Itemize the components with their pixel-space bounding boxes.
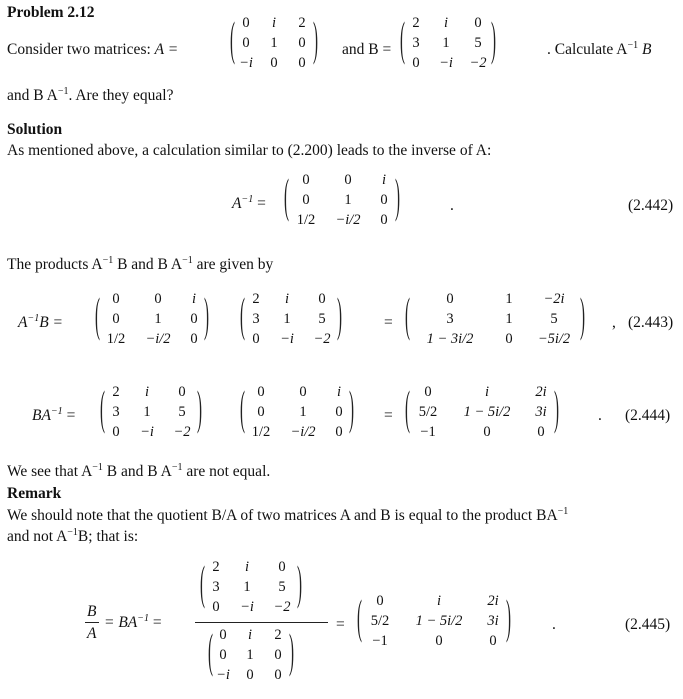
period-2444: . bbox=[598, 407, 602, 424]
matrix-cell: i bbox=[381, 172, 387, 188]
frac-line-small bbox=[85, 622, 99, 623]
matrix-cell: 1 bbox=[143, 404, 151, 420]
matrix-cell: 0 bbox=[376, 593, 384, 609]
remark-text-2: and not $A^{-1}B$; that is: bbox=[7, 527, 139, 545]
matrix-cell: 0 bbox=[178, 384, 186, 400]
matrix-bracket: ( bbox=[208, 627, 213, 679]
matrix-cell: 0 bbox=[270, 55, 278, 71]
and-b-label: and B = bbox=[342, 41, 392, 58]
matrix-bracket: ) bbox=[580, 291, 585, 343]
matrix-bracket: ( bbox=[400, 15, 405, 68]
matrix-bracket: ( bbox=[405, 291, 410, 343]
matrix-cell: i bbox=[436, 593, 442, 609]
matrix-cell: 5 bbox=[550, 311, 558, 327]
matrix-cell: 0 bbox=[112, 291, 120, 307]
matrix-cell: 5/2 bbox=[418, 404, 438, 420]
frac-line-big bbox=[195, 622, 328, 623]
matrix-bracket: ( bbox=[95, 291, 100, 343]
matrix-cell: 0 bbox=[344, 172, 352, 188]
inverse-superscript: −1 bbox=[57, 86, 69, 97]
matrix-cell: 0 bbox=[335, 424, 343, 440]
matrix-bracket: ) bbox=[349, 384, 354, 436]
matrix-cell: i bbox=[284, 291, 290, 307]
ainv-b-label: $A^{-1}B$ = bbox=[18, 313, 64, 331]
matrix-cell: 3 bbox=[112, 404, 120, 420]
matrix-cell: −i bbox=[240, 599, 254, 615]
matrix-cell: −1 bbox=[372, 633, 388, 649]
matrix-cell: 0 bbox=[424, 384, 432, 400]
matrix-cell: 1 bbox=[505, 311, 513, 327]
matrix-b-3 bbox=[100, 382, 202, 442]
matrix-bracket: ) bbox=[204, 291, 209, 343]
matrix-cell: 1 bbox=[442, 35, 450, 51]
matrix-cell: −2 bbox=[469, 55, 487, 71]
inverse-superscript: −1 bbox=[171, 462, 183, 473]
frac-a: A bbox=[87, 625, 97, 642]
problem-text bbox=[7, 40, 178, 59]
matrix-cell: 3i bbox=[535, 404, 547, 420]
inverse-superscript: −1 bbox=[137, 613, 150, 624]
matrix-cell: 2 bbox=[298, 15, 306, 31]
matrix-bracket: ) bbox=[289, 627, 294, 679]
matrix-cell: i bbox=[244, 559, 250, 575]
matrix-cell: 1 bbox=[299, 404, 307, 420]
matrix-cell: 2 bbox=[112, 384, 120, 400]
matrix-cell: 1 − 5i/2 bbox=[463, 404, 511, 420]
matrix-cell: 1 bbox=[154, 311, 162, 327]
equals-2445: = bbox=[336, 616, 345, 633]
matrix-cell: 0 bbox=[154, 291, 162, 307]
matrix-bracket: ( bbox=[240, 384, 245, 436]
matrix-b bbox=[400, 13, 496, 73]
matrix-bracket: ) bbox=[313, 15, 318, 68]
inverse-superscript: −1 bbox=[627, 40, 639, 51]
matrix-cell: −i bbox=[239, 55, 253, 71]
matrix-cell: 1 bbox=[505, 291, 513, 307]
matrix-cell: 2i bbox=[535, 384, 547, 400]
matrix-cell: 1 bbox=[283, 311, 291, 327]
matrix-cell: 0 bbox=[274, 647, 282, 663]
matrix-cell: 1/2 bbox=[296, 212, 316, 228]
matrix-cell: 1 − 5i/2 bbox=[415, 613, 463, 629]
matrix-cell: 0 bbox=[318, 291, 326, 307]
matrix-ainv-2 bbox=[95, 289, 209, 349]
inverse-superscript: −1 bbox=[67, 527, 78, 538]
matrix-bracket: ( bbox=[357, 593, 362, 645]
a-equals: A = bbox=[154, 41, 179, 58]
inverse-superscript: −1 bbox=[182, 255, 193, 266]
eq-number-2442: (2.442) bbox=[628, 197, 674, 214]
period-2445: . bbox=[552, 616, 556, 633]
eq-number-2443: (2.443) bbox=[628, 314, 674, 331]
matrix-cell: −i bbox=[280, 331, 294, 347]
matrix-cell: 1 bbox=[344, 192, 352, 208]
matrix-ainvb bbox=[405, 289, 585, 349]
inverse-superscript: −1 bbox=[92, 462, 103, 473]
matrix-bracket: ) bbox=[506, 593, 511, 645]
matrix-cell: 0 bbox=[242, 35, 250, 51]
matrix-cell: 0 bbox=[257, 384, 265, 400]
matrix-a-den bbox=[208, 625, 294, 685]
matrix-cell: 3i bbox=[487, 613, 499, 629]
matrix-bainv-2 bbox=[357, 591, 511, 651]
matrix-a bbox=[230, 13, 318, 73]
matrix-cell: 1/2 bbox=[106, 331, 126, 347]
matrix-cell: 1 bbox=[243, 579, 251, 595]
matrix-b-2 bbox=[240, 289, 342, 349]
inverse-superscript: −1 bbox=[50, 406, 63, 417]
matrix-cell: 1 − 3i/2 bbox=[426, 331, 474, 347]
remark-text-1: We should note that the quotient B/A of two matrices A and B is equal to the product $BA^{-1}$ bbox=[7, 506, 569, 524]
matrix-cell: 0 bbox=[246, 667, 254, 683]
frac-eq-label: = $BA^{-1}$ = bbox=[104, 613, 162, 631]
inverse-superscript: −1 bbox=[27, 313, 40, 324]
ainv-label: $A^{-1}$ = bbox=[232, 194, 266, 212]
matrix-cell: 0 bbox=[435, 633, 443, 649]
matrix-bracket: ) bbox=[554, 384, 559, 436]
matrix-cell: 1/2 bbox=[251, 424, 271, 440]
matrix-cell: 0 bbox=[219, 627, 227, 643]
matrix-cell: 0 bbox=[190, 311, 198, 327]
matrix-cell: 0 bbox=[302, 192, 310, 208]
matrix-cell: 5 bbox=[178, 404, 186, 420]
matrix-ainv-3 bbox=[240, 382, 354, 442]
matrix-cell: 1 bbox=[246, 647, 254, 663]
inverse-superscript: −1 bbox=[102, 255, 114, 266]
matrix-cell: 0 bbox=[505, 331, 513, 347]
matrix-cell: 2 bbox=[212, 559, 220, 575]
inverse-superscript: −1 bbox=[241, 194, 254, 205]
matrix-cell: −i/2 bbox=[335, 212, 361, 228]
inverse-superscript: −1 bbox=[557, 506, 569, 517]
matrix-bracket: ) bbox=[197, 384, 202, 436]
equals-2444: = bbox=[384, 407, 393, 424]
matrix-cell: 0 bbox=[380, 192, 388, 208]
matrix-cell: 0 bbox=[380, 212, 388, 228]
matrix-cell: 5 bbox=[318, 311, 326, 327]
matrix-cell: 0 bbox=[212, 599, 220, 615]
matrix-cell: 0 bbox=[412, 55, 420, 71]
matrix-bracket: ) bbox=[297, 559, 302, 611]
matrix-cell: 0 bbox=[474, 15, 482, 31]
matrix-bracket: ( bbox=[284, 172, 289, 224]
matrix-cell: 5/2 bbox=[370, 613, 390, 629]
comma-2443: , bbox=[612, 314, 616, 331]
matrix-bracket: ) bbox=[491, 15, 496, 68]
matrix-bracket: ( bbox=[230, 15, 235, 68]
matrix-ainv-1 bbox=[284, 170, 400, 230]
matrix-a-grid bbox=[235, 13, 313, 73]
matrix-cell: 2 bbox=[412, 15, 420, 31]
matrix-cell: 5 bbox=[474, 35, 482, 51]
matrix-cell: 0 bbox=[446, 291, 454, 307]
matrix-cell: 0 bbox=[257, 404, 265, 420]
eq-number-2445: (2.445) bbox=[625, 616, 671, 633]
matrix-cell: −i bbox=[439, 55, 453, 71]
remark-heading: Remark bbox=[7, 485, 62, 502]
matrix-cell: 3 bbox=[446, 311, 454, 327]
matrix-bracket: ( bbox=[200, 559, 205, 611]
problem-text-part: Consider two matrices: bbox=[7, 41, 155, 58]
matrix-cell: 2 bbox=[274, 627, 282, 643]
matrix-cell: 1 bbox=[270, 35, 278, 51]
matrix-bracket: ( bbox=[405, 384, 410, 436]
conclusion-text: We see that $A^{-1}$ B and B $A^{-1}$ are not equal. bbox=[7, 462, 271, 480]
matrix-cell: −i/2 bbox=[145, 331, 171, 347]
matrix-b-grid bbox=[405, 13, 491, 73]
matrix-cell: 3 bbox=[252, 311, 260, 327]
matrix-cell: −2i bbox=[543, 291, 565, 307]
matrix-cell: 2 bbox=[252, 291, 260, 307]
calculate-text: . Calculate $A^{-1}$ B bbox=[547, 40, 652, 58]
problem-title: Problem 2.12 bbox=[7, 4, 95, 21]
matrix-cell: −5i/2 bbox=[537, 331, 571, 347]
products-text: The products $A^{-1}$ B and B $A^{-1}$ are given by bbox=[7, 255, 274, 273]
matrix-bracket: ) bbox=[395, 172, 400, 224]
matrix-cell: 5 bbox=[278, 579, 286, 595]
matrix-cell: −i bbox=[140, 424, 154, 440]
matrix-cell: 0 bbox=[274, 667, 282, 683]
solution-heading: Solution bbox=[7, 121, 63, 138]
eq-number-2444: (2.444) bbox=[625, 407, 671, 424]
matrix-cell: 0 bbox=[537, 424, 545, 440]
matrix-cell: 0 bbox=[298, 55, 306, 71]
frac-b: B bbox=[87, 603, 97, 620]
matrix-cell: i bbox=[336, 384, 342, 400]
matrix-b-num bbox=[200, 557, 302, 617]
equals-2443: = bbox=[384, 314, 393, 331]
matrix-cell: −i/2 bbox=[290, 424, 316, 440]
matrix-cell: 0 bbox=[112, 424, 120, 440]
matrix-cell: 0 bbox=[335, 404, 343, 420]
period-1: . bbox=[450, 197, 454, 214]
matrix-cell: 0 bbox=[112, 311, 120, 327]
matrix-cell: 0 bbox=[252, 331, 260, 347]
matrix-cell: 2i bbox=[487, 593, 499, 609]
matrix-cell: −i bbox=[216, 667, 230, 683]
matrix-cell: i bbox=[144, 384, 150, 400]
matrix-cell: 0 bbox=[299, 384, 307, 400]
matrix-cell: i bbox=[191, 291, 197, 307]
matrix-cell: 0 bbox=[190, 331, 198, 347]
matrix-bracket: ( bbox=[100, 384, 105, 436]
matrix-cell: 0 bbox=[242, 15, 250, 31]
matrix-cell: −1 bbox=[420, 424, 436, 440]
matrix-cell: 0 bbox=[302, 172, 310, 188]
matrix-cell: 0 bbox=[278, 559, 286, 575]
matrix-cell: 0 bbox=[219, 647, 227, 663]
matrix-bracket: ( bbox=[240, 291, 245, 343]
matrix-cell: 0 bbox=[489, 633, 497, 649]
matrix-cell: −2 bbox=[273, 599, 291, 615]
matrix-cell: 3 bbox=[212, 579, 220, 595]
matrix-cell: i bbox=[247, 627, 253, 643]
matrix-cell: 0 bbox=[483, 424, 491, 440]
b-ainv-label: $BA^{-1}$ = bbox=[32, 406, 76, 424]
matrix-cell: i bbox=[443, 15, 449, 31]
matrix-cell: i bbox=[484, 384, 490, 400]
matrix-bracket: ) bbox=[337, 291, 342, 343]
matrix-cell: 3 bbox=[412, 35, 420, 51]
matrix-cell: −2 bbox=[173, 424, 191, 440]
problem-question: and B $A^{-1}$. Are they equal? bbox=[7, 86, 174, 104]
matrix-cell: i bbox=[271, 15, 277, 31]
solution-text: As mentioned above, a calculation similar to (2.200) leads to the inverse of A: bbox=[7, 142, 492, 159]
matrix-cell: −2 bbox=[313, 331, 331, 347]
matrix-cell: 0 bbox=[298, 35, 306, 51]
matrix-bainv bbox=[405, 382, 559, 442]
